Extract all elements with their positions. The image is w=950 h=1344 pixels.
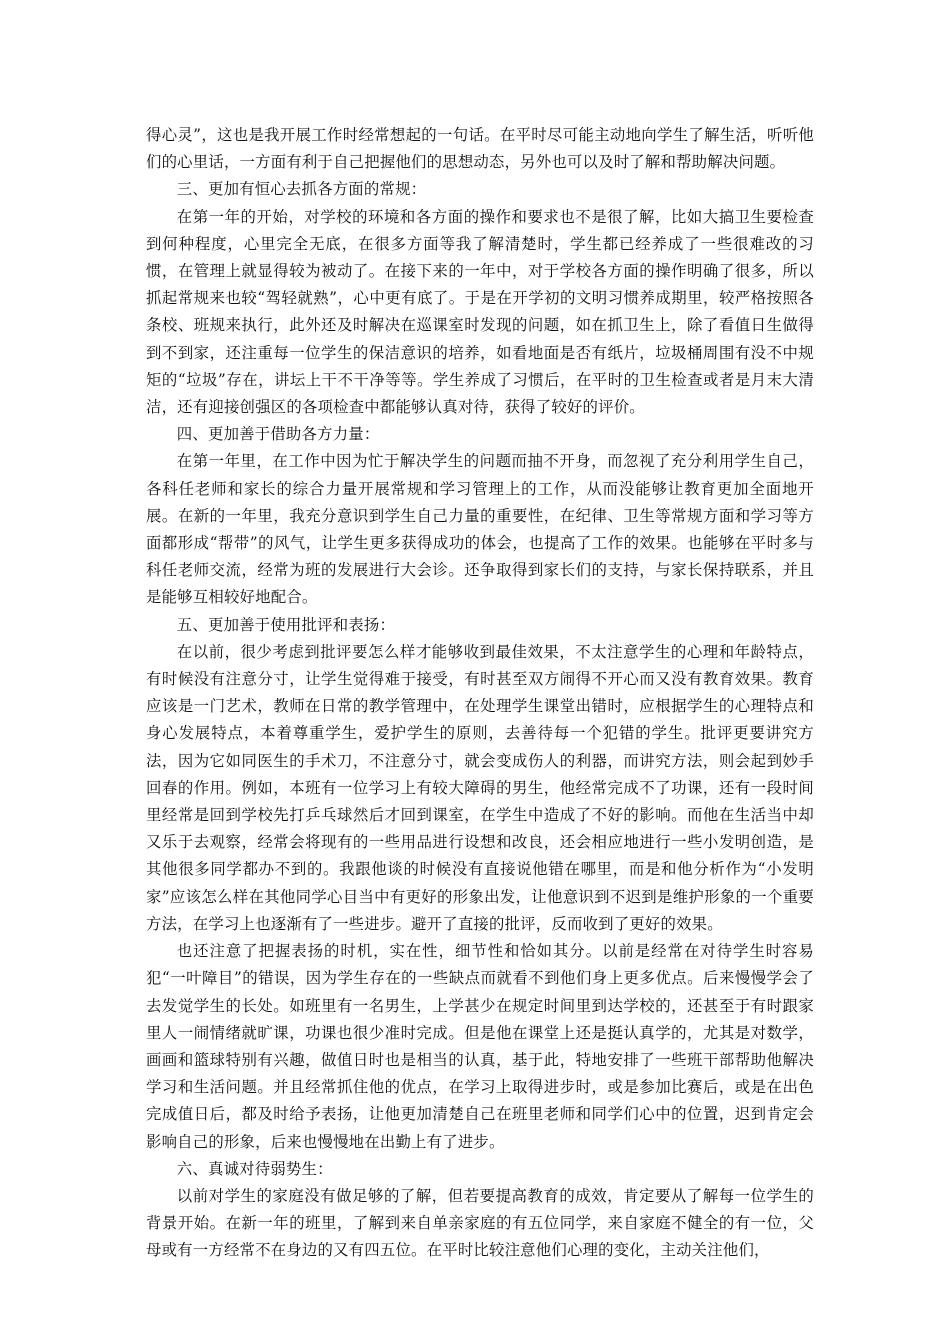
section-heading-3: 三、更加有恒心去抓各方面的常规： (176, 180, 427, 199)
paragraph-body: 也还注意了把握表扬的时机，实在性，细节性和恰如其分。以前是经常在对待学生时容易犯“一叶障目”的错误，因为学生存在的一些缺点而就看不到他们身上更多优点。后来慢慢学会了去发觉学生的长处。如班里有一名男生，上学甚少在规定时间里到达学校的，还甚至于有时跟家里人一闹情绪就旷课，功课也很少准时完成。但是他在课堂上还是挺认真学的，尤其是对数学，画画和篮球特别有兴趣，做值日时也是相当的认真，基于此，特地安排了一些班干部帮助他解决学习和生活问题。并且经常抓住他的优点，在学习上取得进步时，或是参加比赛后，或是在出色完成值日后，都及时给予表扬，让他更加清楚自己在班里老师和同学们心中的位置，迟到肯定会影响自己的形象，后来也慢慢地在出勤上有了进步。 (146, 942, 814, 1151)
paragraph-body: 以前对学生的家庭没有做足够的了解，但若要提高教育的成效，肯定要从了解每一位学生的背景开始。在新一年的班里，了解到来自单亲家庭的有五位同学，来自家庭不健全的有一位，父母或有一方经常不在身边的又有四五位。在平时比较注意他们心理的变化，主动关注他们， (146, 1186, 814, 1260)
paragraph-body: 在第一年的开始，对学校的环境和各方面的操作和要求也不是很了解，比如大搞卫生要检查到何种程度，心里完全无底，在很多方面等我了解清楚时，学生都已经养成了一些很难改的习惯，在管理上就显得较为被动了。在接下来的一年中，对于学校各方面的操作明确了很多，所以抓起常规来也较“驾轻就熟”，心中更有底了。于是在开学初的文明习惯养成期里，较严格按照各条校、班规来执行，此外还及时解决在巡课室时发现的问题，如在抓卫生上，除了看值日生做得到不到家，还注重每一位学生的保洁意识的培养，如看地面是否有纸片，垃圾桶周围有没不中规矩的“垃圾”存在，讲坛上干不干净等等。学生养成了习惯后，在平时的卫生检查或者是月末大清洁，还有迎接创强区的各项检查中都能够认真对待，获得了较好的评价。 (146, 207, 814, 417)
section-heading-5: 五、更加善于使用批评和表扬： (176, 615, 396, 634)
section-heading-4: 四、更加善于借助各方力量： (176, 425, 380, 444)
paragraph-continuation: 得心灵”，这也是我开展工作时经常想起的一句话。在平时尽可能主动地向学生了解生活，听听他们的心里话，一方面有利于自己把握他们的思想动态，另外也可以及时了解和帮助解决问题。 (146, 126, 814, 172)
paragraph-body: 在第一年里，在工作中因为忙于解决学生的问题而抽不开身，而忽视了充分利用学生自己，各科任老师和家长的综合力量开展常规和学习管理上的工作，从而没能够让教育更加全面地开展。在新的一年里，我充分意识到学生自己力量的重要性，在纪律、卫生等常规方面和学习等方面都形成“帮带”的风气，让学生更多获得成功的体会，也提高了工作的效果。也能够在平时多与科任老师交流，经常为班的发展进行大会诊。还争取得到家长们的支持，与家长保持联系，并且是能够互相较好地配合。 (146, 452, 814, 607)
document-page (146, 122, 814, 1265)
paragraph-body: 在以前，很少考虑到批评要怎么样才能够收到最佳效果，不太注意学生的心理和年龄特点，有时候没有注意分寸，让学生觉得难于接受，有时甚至双方闹得不开心而又没有教育效果。教育应该是一门艺术，教师在日常的教学管理中，在处理学生课堂出错时，应根据学生的心理特点和身心发展特点，本着尊重学生，爱护学生的原则，去善待每一个犯错的学生。批评更要讲究方法，因为它如同医生的手术刀，不注意分寸，就会变成伤人的利器，而讲究方法，则会起到妙手回春的作用。例如，本班有一位学习上有较大障碍的男生，他经常完成不了功课，还有一段时间里经常是回到学校先打乒乓球然后才回到课室，在学生中造成了不好的影响。而他在生活当中却又乐于去观察，经常会将现有的一些用品进行设想和改良，还会相应地进行一些小发明创造，是其他很多同学都办不到的。我跟他谈的时候没有直接说他错在哪里，而是和他分析作为“小发明家”应该怎么样在其他同学心目当中有更好的形象出发，让他意识到不迟到是维护形象的一个重要方法，在学习上也逐渐有了一些进步。避开了直接的批评，反而收到了更好的效果。 (146, 642, 814, 933)
section-heading-6: 六、真诚对待弱势生： (176, 1159, 333, 1178)
